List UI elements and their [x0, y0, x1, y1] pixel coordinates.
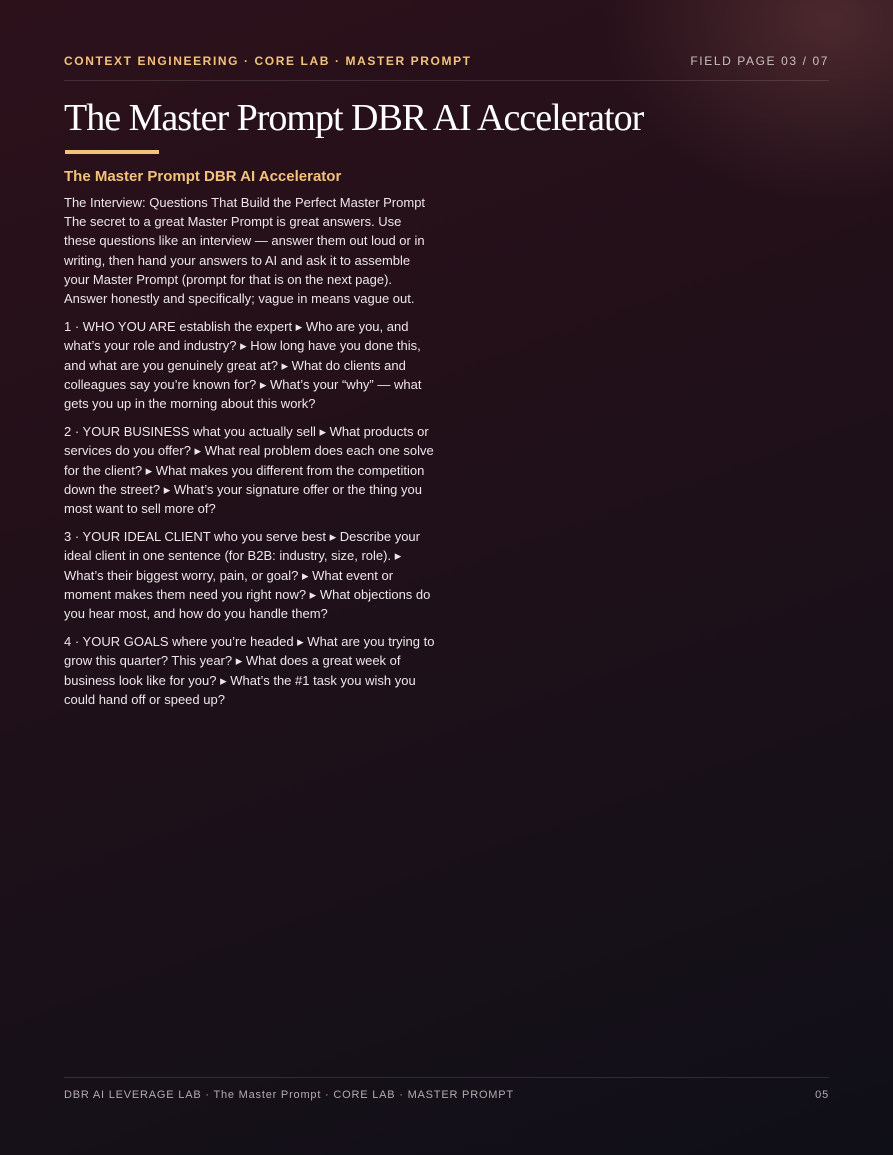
document-page: [64, 0, 829, 1155]
page-title: The Master Prompt DBR AI Accelerator: [64, 97, 644, 139]
question-block-who-you-are: 1 · WHO YOU ARE establish the expert ▸ Who are you, and what’s your role and industry? ▸ How long have you done this, and what are you genuinely great at? ▸ What do clients and colleagues say you’re known for? ▸ What’s your “why” — what gets you up in the morning about this work?: [64, 319, 422, 412]
footer-text: DBR AI LEVERAGE LAB · The Master Prompt · CORE LAB · MASTER PROMPT: [64, 1089, 514, 1101]
question-block-ideal-client: 3 · YOUR IDEAL CLIENT who you serve best ▸ Describe your ideal client in one sentence (for B2B: industry, size, role). ▸ What’s their biggest worry, pain, or goal? ▸ What event or moment makes them need you right now? ▸ What objections do you hear most, and how do you handle them?: [64, 529, 431, 622]
content-subtitle: The Master Prompt DBR AI Accelerator: [64, 168, 342, 185]
question-block-your-business: 2 · YOUR BUSINESS what you actually sell ▸ What products or services do you offer? ▸ What real problem does each one solve for the client? ▸ What makes you different from the competition down the street? ▸ What’s your signature offer or the thing you most want to sell more of?: [64, 424, 434, 517]
field-page-indicator: FIELD PAGE 03 / 07: [690, 54, 829, 68]
section-label: CONTEXT ENGINEERING · CORE LAB · MASTER PROMPT: [64, 54, 472, 68]
title-accent-rule: [65, 150, 159, 154]
content-column: [64, 168, 436, 718]
question-block-your-goals: 4 · YOUR GOALS where you’re headed ▸ What are you trying to grow this quarter? This year? ▸ What does a great week of business look like for you? ▸ What’s the #1 task you wish you could hand off or speed up?: [64, 634, 435, 707]
intro-paragraph: The Interview: Questions That Build the Perfect Master Prompt The secret to a great Master Prompt is great answers. Use these questions like an interview — answer them out loud or in writing, then hand your answers to AI and ask it to assemble your Master Prompt (prompt for that is on the next page). Answer honestly and specifically; vague in means vague out.: [64, 195, 426, 307]
page-footer: [64, 1077, 829, 1110]
page-number: 05: [815, 1089, 829, 1101]
page-header: [64, 54, 829, 81]
